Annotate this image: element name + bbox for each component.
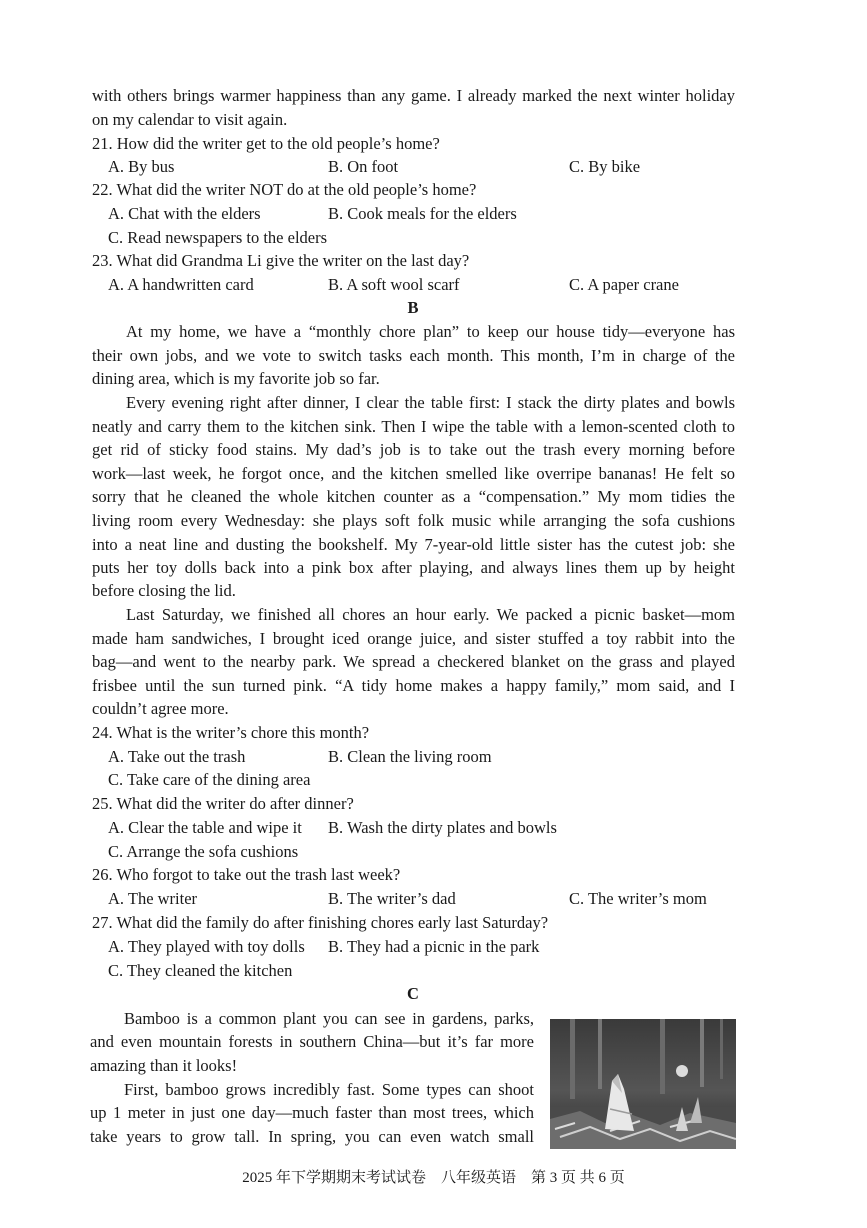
passage-b-line: made ham sandwiches, I brought iced orange juice, and sister stuffed a toy rabbit into the: [92, 629, 735, 648]
passage-b-line: living room every Wednesday: she plays soft folk music while arranging the sofa cushions: [92, 511, 735, 530]
question-26: 26. Who forgot to take out the trash last week?: [92, 865, 401, 884]
passage-b-line: their own jobs, and we vote to switch tasks each month. This month, I’m in charge of the: [92, 346, 735, 365]
passage-b-line: get rid of sticky food stains. My dad’s job is to take out the trash every morning before: [92, 440, 735, 459]
question-23: 23. What did Grandma Li give the writer on the last day?: [92, 251, 470, 270]
question-25: 25. What did the writer do after dinner?: [92, 794, 354, 813]
option-25c: C. Arrange the sofa cushions: [108, 842, 299, 861]
passage-b-line: neatly and carry them to the kitchen sink. Then I wipe the table with a lemon-scented cloth to: [92, 417, 735, 436]
passage-c-line: take years to grow tall. In spring, you can even watch small: [90, 1127, 534, 1146]
option-24b: B. Clean the living room: [328, 747, 492, 766]
option-23c: C. A paper crane: [569, 275, 679, 294]
passage-b-line: frisbee until the sun turned pink. “A tidy home makes a happy family,” mom said, and I: [92, 676, 735, 695]
option-22c: C. Read newspapers to the elders: [108, 228, 328, 247]
passage-b-line: before closing the lid.: [92, 581, 236, 600]
passage-b-line: Last Saturday, we finished all chores an hour early. We packed a picnic basket—mom: [126, 605, 735, 624]
intro-line: with others brings warmer happiness than any game. I already marked the next winter holiday: [92, 86, 735, 105]
option-26a: A. The writer: [108, 889, 198, 908]
question-27: 27. What did the family do after finishing chores early last Saturday?: [92, 913, 549, 932]
passage-b-line: dining area, which is my favorite job so far.: [92, 369, 380, 388]
passage-c-line: up 1 meter in just one day—much faster than most trees, which: [90, 1103, 534, 1122]
passage-c-line: and even mountain forests in southern China—but it’s far more: [90, 1032, 534, 1051]
intro-line: on my calendar to visit again.: [92, 110, 288, 129]
section-b-heading: B: [407, 298, 419, 317]
option-23a: A. A handwritten card: [108, 275, 254, 294]
passage-c-line: First, bamboo grows incredibly fast. Some types can shoot: [124, 1080, 534, 1099]
option-26b: B. The writer’s dad: [328, 889, 456, 908]
passage-c-line: Bamboo is a common plant you can see in gardens, parks,: [124, 1009, 534, 1028]
passage-b-line: bag—and went to the nearby park. We spread a checkered blanket on the grass and played: [92, 652, 735, 671]
option-24c: C. Take care of the dining area: [108, 770, 311, 789]
question-24: 24. What is the writer’s chore this month?: [92, 723, 370, 742]
option-26c: C. The writer’s mom: [569, 889, 707, 908]
section-c-heading: C: [407, 984, 419, 1003]
option-21a: A. By bus: [108, 157, 175, 176]
option-22b: B. Cook meals for the elders: [328, 204, 517, 223]
option-23b: B. A soft wool scarf: [328, 275, 460, 294]
option-21c: C. By bike: [569, 157, 641, 176]
passage-b-line: puts her toy dolls back into a pink box after playing, and always lines them up by height: [92, 558, 735, 577]
bamboo-shoot-photo: [550, 1019, 736, 1149]
question-21: 21. How did the writer get to the old people’s home?: [92, 134, 440, 153]
option-27c: C. They cleaned the kitchen: [108, 961, 293, 980]
option-24a: A. Take out the trash: [108, 747, 246, 766]
passage-b-line: Every evening right after dinner, I clear the table first: I stack the dirty plates and bowls: [126, 393, 735, 412]
passage-b-line: into a neat line and dusting the bookshelf. My 7-year-old little sister has the cutest job: she: [92, 535, 735, 554]
option-25a: A. Clear the table and wipe it: [108, 818, 302, 837]
question-22: 22. What did the writer NOT do at the old people’s home?: [92, 180, 477, 199]
option-25b: B. Wash the dirty plates and bowls: [328, 818, 557, 837]
option-21b: B. On foot: [328, 157, 399, 176]
passage-b-line: work—last week, he forgot once, and the kitchen smelled like overripe bananas! He felt so: [92, 464, 735, 483]
page-footer: 2025 年下学期期末考试试卷 八年级英语 第 3 页 共 6 页: [242, 1170, 625, 1186]
passage-b-line: At my home, we have a “monthly chore plan” to keep our house tidy—everyone has: [126, 322, 735, 341]
passage-b-line: sorry that he cleaned the whole kitchen counter as a “compensation.” My mom tidies the: [92, 487, 735, 506]
option-27b: B. They had a picnic in the park: [328, 937, 540, 956]
passage-b-line: couldn’t agree more.: [92, 699, 229, 718]
passage-c-line: amazing than it looks!: [90, 1056, 238, 1075]
option-27a: A. They played with toy dolls: [108, 937, 305, 956]
option-22a: A. Chat with the elders: [108, 204, 261, 223]
